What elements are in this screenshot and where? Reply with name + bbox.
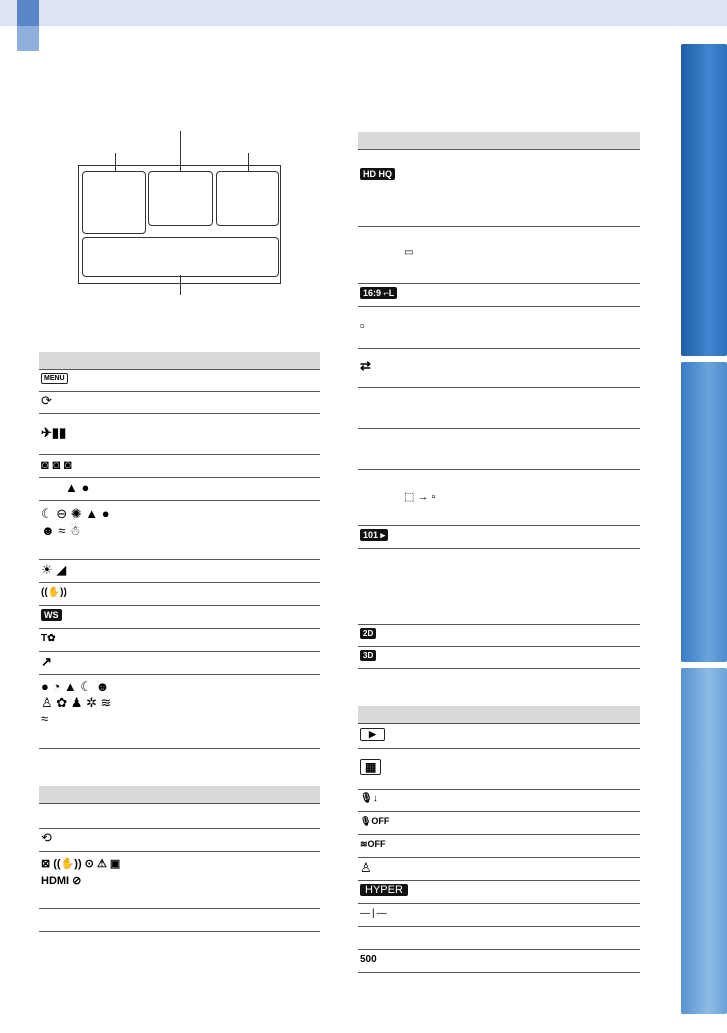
side-tab-2[interactable]	[681, 362, 727, 662]
warning-icons: ⊠ ((✋)) ⊙ ⚠ ▣ HDMI ⊘	[41, 858, 121, 887]
slider-icon: —|—	[360, 908, 389, 919]
side-tab-1[interactable]	[681, 44, 727, 356]
hyper-icon: HYPER	[360, 884, 408, 896]
tele-macro-icon: T✿	[41, 633, 56, 644]
white-balance-icons: ☀ ◢	[41, 562, 67, 577]
table-row	[358, 349, 640, 388]
face-detection-icons: ◙ ◙ ◙	[41, 457, 72, 472]
table-row	[39, 455, 320, 478]
table-row	[358, 950, 640, 973]
table-row	[39, 478, 320, 501]
header-bar	[0, 0, 727, 26]
table-row	[358, 881, 640, 904]
table-row	[39, 392, 320, 414]
table-row	[358, 749, 640, 790]
table-row	[358, 429, 640, 470]
right-indicator-table-bottom	[358, 706, 640, 973]
table-row	[358, 388, 640, 429]
table-row	[358, 812, 640, 835]
table-header	[358, 132, 640, 150]
play-button-icon: ▶	[360, 728, 385, 741]
memory-card-icon: ▫	[360, 318, 365, 333]
aspect-ratio-icons: 16:9 ⌐L	[360, 287, 397, 299]
table-row	[358, 227, 640, 284]
wide-select-icon: WS	[41, 609, 62, 621]
self-timer-icon: ⟳	[41, 393, 52, 408]
intelligent-auto-icons: ● ◔ ▲ ☾ ☻ ♙ ✿ ♟ ✲ ≋ ≈	[41, 679, 112, 726]
gps-signal-icon: ✈▮▮	[41, 425, 67, 440]
scene-selection-icons: ☾ ⊖ ✺ ▲ ● ☻ ≈ ☃	[41, 506, 110, 538]
table-row	[358, 790, 640, 812]
table-row	[358, 307, 640, 349]
table-row	[358, 470, 640, 526]
table-row	[358, 904, 640, 927]
header-accent-light	[17, 26, 39, 51]
zone-bottom	[82, 237, 279, 277]
table-row	[39, 583, 320, 606]
table-row	[358, 549, 640, 625]
wind-noise-off-icon: ≋OFF	[360, 839, 386, 849]
usb-icon: ⇄	[360, 358, 371, 373]
table-row	[39, 370, 320, 392]
repeat-icon: ⟲	[41, 830, 52, 845]
table-row	[358, 150, 640, 227]
table-row	[39, 675, 320, 749]
zone-top-center	[148, 171, 213, 226]
mic-off-icon: 🎙OFF	[360, 816, 390, 826]
table-row	[358, 858, 640, 881]
table-header	[39, 352, 320, 370]
table-row	[358, 835, 640, 858]
screen-layout-diagram	[70, 125, 295, 295]
left-indicator-table-top	[39, 352, 320, 749]
500-icon: 500	[360, 954, 377, 965]
golf-shot-icon: ↗	[41, 654, 52, 669]
table-row	[39, 852, 320, 909]
hd-hq-icons: HD HQ	[360, 168, 395, 180]
table-row	[39, 652, 320, 675]
copy-to-card-icon: ⬚ → ▫	[404, 491, 436, 503]
table-row	[358, 625, 640, 647]
steadyshot-off-icon: ((✋))	[41, 587, 67, 598]
film-roll-icon: ▦	[360, 759, 381, 775]
leader-bottom	[180, 275, 181, 295]
folder-101-icon: 101 ▸	[360, 529, 388, 541]
table-row	[39, 560, 320, 583]
table-row	[39, 909, 320, 932]
2d-icon: 2D	[360, 628, 376, 639]
table-row	[358, 526, 640, 549]
table-row	[39, 414, 320, 455]
table-row	[39, 629, 320, 652]
side-tab-3[interactable]	[681, 668, 727, 1014]
table-row	[358, 724, 640, 749]
menu-button-icon: MENU	[41, 373, 68, 384]
zone-top-right	[216, 171, 279, 226]
mic-icon: ♙	[360, 860, 372, 875]
table-row	[39, 804, 320, 829]
table-header	[358, 706, 640, 724]
table-row	[39, 606, 320, 629]
table-row	[39, 829, 320, 852]
left-indicator-table-bottom	[39, 786, 320, 932]
3d-icon: 3D	[360, 650, 376, 661]
table-row	[358, 284, 640, 307]
table-row	[39, 501, 320, 560]
landscape-portrait-icons: ▲ ●	[65, 480, 90, 495]
table-row	[358, 927, 640, 950]
zone-top-left	[82, 171, 146, 234]
battery-icon: ▭	[404, 247, 414, 258]
right-indicator-table-top	[358, 132, 640, 669]
table-header	[39, 786, 320, 804]
table-row	[358, 647, 640, 669]
mic-level-icon: 🎙↓	[360, 793, 378, 804]
